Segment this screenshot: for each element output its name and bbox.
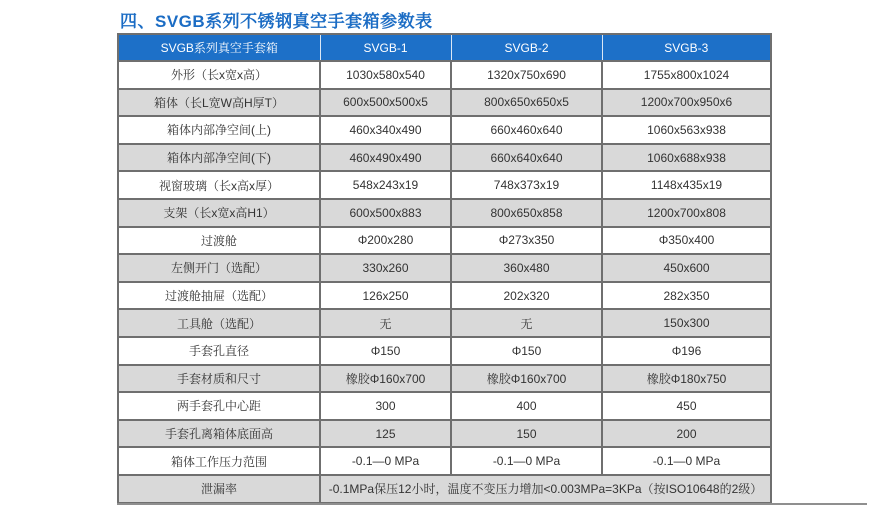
row-value: 1060x563x938: [602, 116, 771, 144]
page-title: 四、SVGB系列不锈钢真空手套箱参数表: [120, 12, 433, 31]
row-value: 200: [602, 420, 771, 448]
row-value: -0.1—0 MPa: [602, 447, 771, 475]
row-value: 800x650x858: [451, 199, 602, 227]
row-label: 箱体内部净空间(上): [118, 116, 320, 144]
row-value: Φ196: [602, 337, 771, 365]
table-row: [118, 61, 771, 89]
spec-table: [117, 33, 770, 504]
table-row: [118, 337, 771, 365]
row-value: 150: [451, 420, 602, 448]
row-value: 360x480: [451, 254, 602, 282]
table-body: [118, 61, 771, 503]
row-value: 548x243x19: [320, 171, 451, 199]
column-header-svgb1: SVGB-1: [320, 34, 451, 61]
row-label: 箱体（长L宽W高H厚T）: [118, 89, 320, 117]
row-label: 手套孔离箱体底面高: [118, 420, 320, 448]
row-label: 箱体工作压力范围: [118, 447, 320, 475]
row-label: 泄漏率: [118, 475, 320, 503]
row-value: 1060x688x938: [602, 144, 771, 172]
row-label: 过渡舱: [118, 227, 320, 255]
row-value: 460x490x490: [320, 144, 451, 172]
row-label: 手套孔直径: [118, 337, 320, 365]
row-label: 手套材质和尺寸: [118, 365, 320, 393]
table-row: [118, 116, 771, 144]
row-value: 无: [320, 309, 451, 337]
table-row: [118, 309, 771, 337]
row-value: Φ200x280: [320, 227, 451, 255]
row-value: 300: [320, 392, 451, 420]
row-value: 450: [602, 392, 771, 420]
row-label: 左侧开门（选配）: [118, 254, 320, 282]
row-value: Φ150: [320, 337, 451, 365]
row-value: 600x500x883: [320, 199, 451, 227]
table-row: [118, 392, 771, 420]
table-row: [118, 254, 771, 282]
table-row: [118, 171, 771, 199]
row-value: 125: [320, 420, 451, 448]
row-value: 橡胶Φ160x700: [451, 365, 602, 393]
row-value: 1148x435x19: [602, 171, 771, 199]
row-label: 视窗玻璃（长x高x厚）: [118, 171, 320, 199]
table-row: [118, 447, 771, 475]
row-value: 1755x800x1024: [602, 61, 771, 89]
row-value: 660x640x640: [451, 144, 602, 172]
row-merged-value: -0.1MPa保压12小时，温度不变压力增加<0.003MPa=3KPa（按ISO10648的2级）: [320, 475, 771, 503]
row-value: Φ273x350: [451, 227, 602, 255]
row-value: 660x460x640: [451, 116, 602, 144]
row-value: 450x600: [602, 254, 771, 282]
row-value: 600x500x500x5: [320, 89, 451, 117]
row-value: 橡胶Φ160x700: [320, 365, 451, 393]
row-value: 800x650x650x5: [451, 89, 602, 117]
row-value: 460x340x490: [320, 116, 451, 144]
row-value: 330x260: [320, 254, 451, 282]
table-row: [118, 199, 771, 227]
row-value: 150x300: [602, 309, 771, 337]
table-row: [118, 420, 771, 448]
table-row: [118, 89, 771, 117]
table-row: [118, 365, 771, 393]
column-header-svgb2: SVGB-2: [451, 34, 602, 61]
row-value: 1320x750x690: [451, 61, 602, 89]
row-label: 箱体内部净空间(下): [118, 144, 320, 172]
table-row: [118, 227, 771, 255]
row-label: 过渡舱抽屉（选配）: [118, 282, 320, 310]
table-header-row: [118, 34, 771, 61]
row-value: 282x350: [602, 282, 771, 310]
row-value: 1200x700x950x6: [602, 89, 771, 117]
table-row: [118, 475, 771, 503]
row-value: 748x373x19: [451, 171, 602, 199]
table-row: [118, 282, 771, 310]
row-label: 工具舱（选配）: [118, 309, 320, 337]
row-label: 支架（长x宽x高H1）: [118, 199, 320, 227]
row-value: Φ150: [451, 337, 602, 365]
row-value: 橡胶Φ180x750: [602, 365, 771, 393]
row-value: -0.1—0 MPa: [451, 447, 602, 475]
row-value: 1030x580x540: [320, 61, 451, 89]
table-row: [118, 144, 771, 172]
row-value: 400: [451, 392, 602, 420]
row-value: 126x250: [320, 282, 451, 310]
row-value: Φ350x400: [602, 227, 771, 255]
section-divider: [117, 503, 867, 505]
column-header-svgb3: SVGB-3: [602, 34, 771, 61]
row-label: 两手套孔中心距: [118, 392, 320, 420]
row-value: 无: [451, 309, 602, 337]
row-value: 202x320: [451, 282, 602, 310]
row-label: 外形（长x宽x高）: [118, 61, 320, 89]
row-value: -0.1—0 MPa: [320, 447, 451, 475]
row-value: 1200x700x808: [602, 199, 771, 227]
column-header-series: SVGB系列真空手套箱: [118, 34, 320, 61]
